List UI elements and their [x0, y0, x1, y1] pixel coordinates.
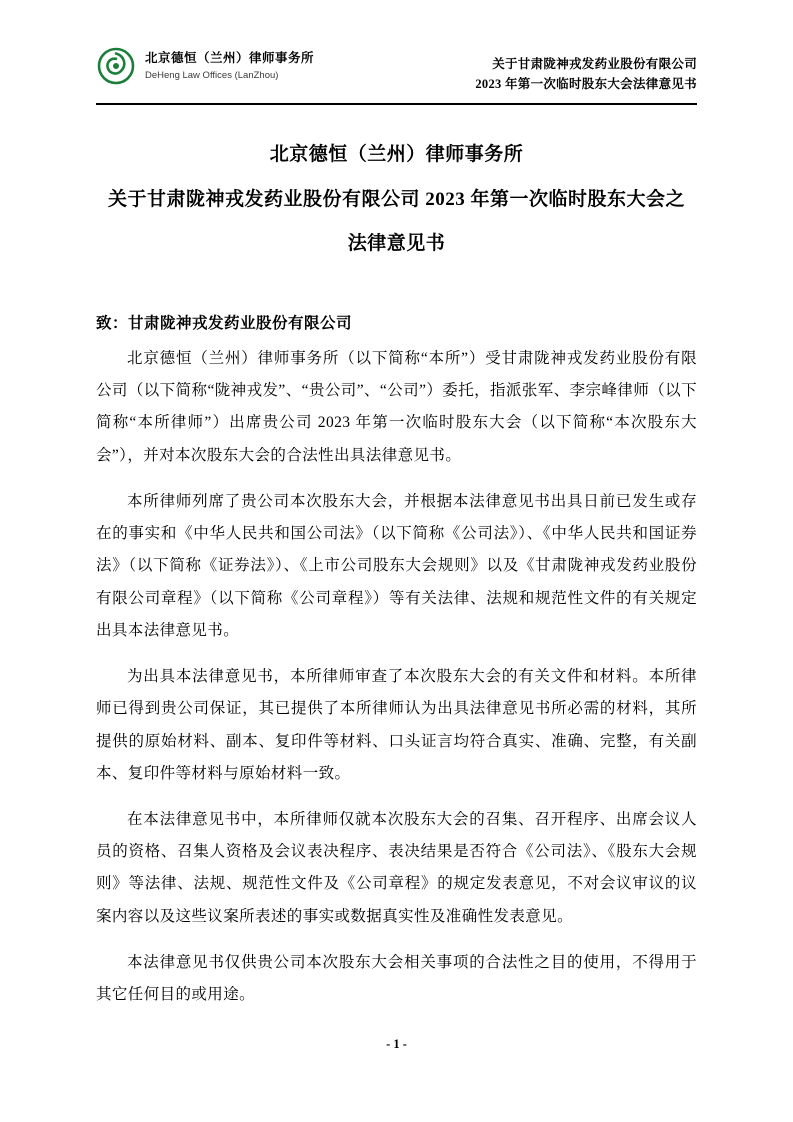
document-title	[96, 133, 697, 267]
law-firm-name-cn: 北京德恒（兰州）律师事务所	[145, 50, 315, 65]
law-firm-name	[145, 51, 314, 82]
page-header	[96, 46, 697, 94]
body-paragraph: 为出具本法律意见书，本所律师审查了本次股东大会的有关文件和材料。本所律师已得到贵公司保证，其已提供了本所律师认为出具法律意见书所必需的材料，其所提供的原始材料、副本、复印件等材料、口头证言均符合真实、准确、完整，有关副本、复印件等材料与原始材料一致。	[96, 668, 697, 782]
document-body	[96, 343, 697, 1011]
deheng-logo-icon	[96, 46, 136, 86]
salutation: 致：甘肃陇神戎发药业股份有限公司	[96, 314, 353, 332]
document-title-line2: 关于甘肃陇神戎发药业股份有限公司 2023 年第一次临时股东大会之	[107, 188, 685, 210]
document-title-line3: 法律意见书	[347, 233, 446, 255]
header-document-reference	[475, 46, 697, 94]
body-paragraph: 本法律意见书仅供贵公司本次股东大会相关事项的合法性之目的使用，不得用于其它任何目的或用途。	[96, 953, 697, 1004]
header-ref-line2: 2023 年第一次临时股东大会法律意见书	[475, 77, 697, 91]
body-paragraph: 本所律师列席了贵公司本次股东大会，并根据本法律意见书出具日前已发生或存在的事实和《中华人民共和国公司法》（以下简称《公司法》）、《中华人民共和国证券法》（以下简称《证券法》）、《上市公司股东大会规则》以及《甘肃陇神戎发药业股份有限公司章程》（以下简称《公司章程》）等有关法律、法规和规范性文件的有关规定出具本法律意见书。	[96, 492, 697, 639]
law-firm-logo	[96, 46, 314, 86]
body-paragraph: 北京德恒（兰州）律师事务所（以下简称“本所”）受甘肃陇神戎发药业股份有限公司（以下简称“陇神戎发”、“贵公司”、“公司”）委托，指派张军、李宗峰律师（以下简称“本所律师”）出席贵公司 2023 年第一次临时股东大会（以下简称“本次股东大会”），并对本次股东大会的合法性出具法律意见书。	[96, 349, 697, 464]
header-ref-line1: 关于甘肃陇神戎发药业股份有限公司	[492, 57, 697, 71]
body-paragraph: 在本法律意见书中，本所律师仅就本次股东大会的召集、召开程序、出席会议人员的资格、召集人资格及会议表决程序、表决结果是否符合《公司法》、《股东大会规则》等法律、法规、规范性文件及《公司章程》的规定发表意见，不对会议审议的议案内容以及这些议案所表述的事实或数据真实性及准确性发表意见。	[96, 810, 697, 925]
law-firm-name-en: DeHeng Law Offices (LanZhou)	[145, 70, 279, 82]
header-divider	[96, 103, 697, 105]
page-number: - 1 -	[386, 1037, 407, 1051]
document-title-line1: 北京德恒（兰州）律师事务所	[269, 144, 524, 165]
